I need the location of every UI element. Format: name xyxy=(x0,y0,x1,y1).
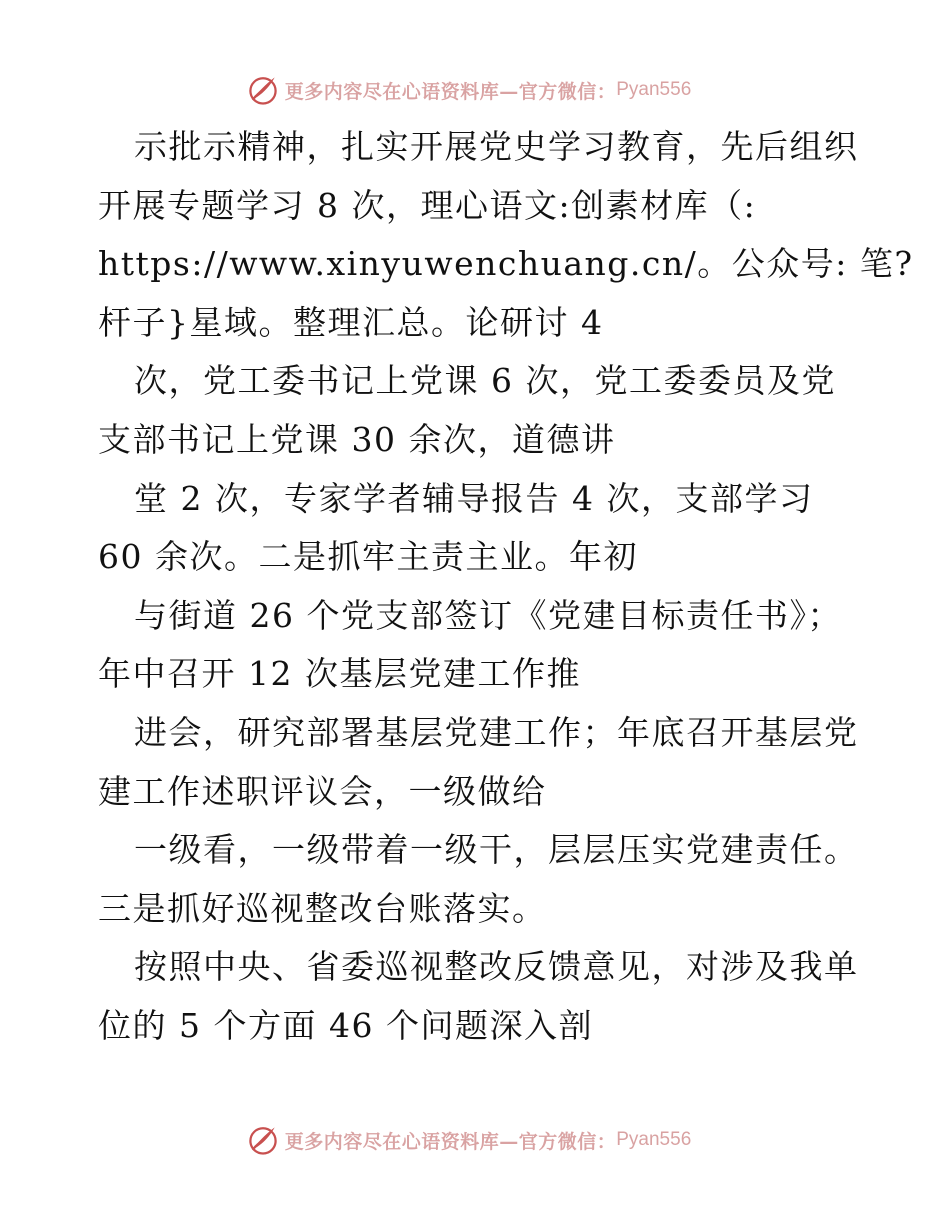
text-line: 开展专题学习 8 次，理心语文:创素材库（: xyxy=(98,185,757,225)
quill-logo-icon xyxy=(245,72,281,108)
body-text xyxy=(98,118,914,1056)
text-line: 建工作述职评议会，一级做给 xyxy=(98,771,547,811)
text-line: 杆子}星域。整理汇总。论研讨 4 xyxy=(98,302,604,342)
text-line: 三是抓好巡视整改台账落实。 xyxy=(98,888,547,928)
watermark-wechat-id: Pyan556 xyxy=(616,79,692,100)
watermark-text: 更多内容尽在心语资料库—官方微信： xyxy=(284,1130,617,1153)
quill-logo-icon xyxy=(245,1122,281,1158)
text-line: 按照中央、省委巡视整改反馈意见，对涉及我单 xyxy=(134,947,859,987)
text-line: 次，党工委书记上党课 6 次，党工委委员及党 xyxy=(134,361,836,401)
text-line: https://www.xinyuwenchuang.cn/。公众号: 笔? xyxy=(98,244,914,284)
text-line: 示批示精神，扎实开展党史学习教育，先后组织 xyxy=(134,127,859,166)
watermark-wechat-id: Pyan556 xyxy=(616,1129,692,1150)
text-line: 堂 2 次，专家学者辅导报告 4 次，支部学习 xyxy=(134,478,814,518)
text-line: 60 余次。二是抓牢主责主业。年初 xyxy=(98,537,638,577)
text-line: 支部书记上党课 30 余次，道德讲 xyxy=(98,419,616,459)
footer-watermark xyxy=(0,1120,950,1160)
text-line: 一级看，一级带着一级干，层层压实党建责任。 xyxy=(134,830,859,870)
header-watermark xyxy=(0,70,950,110)
text-line: 年中召开 12 次基层党建工作推 xyxy=(98,654,581,694)
text-line: 位的 5 个方面 46 个问题深入剖 xyxy=(98,1005,593,1045)
watermark-text: 更多内容尽在心语资料库—官方微信： xyxy=(284,80,617,103)
text-line: 进会，研究部署基层党建工作；年底召开基层党 xyxy=(134,712,859,752)
text-line: 与街道 26 个党支部签订《党建目标责任书》； xyxy=(134,595,842,635)
